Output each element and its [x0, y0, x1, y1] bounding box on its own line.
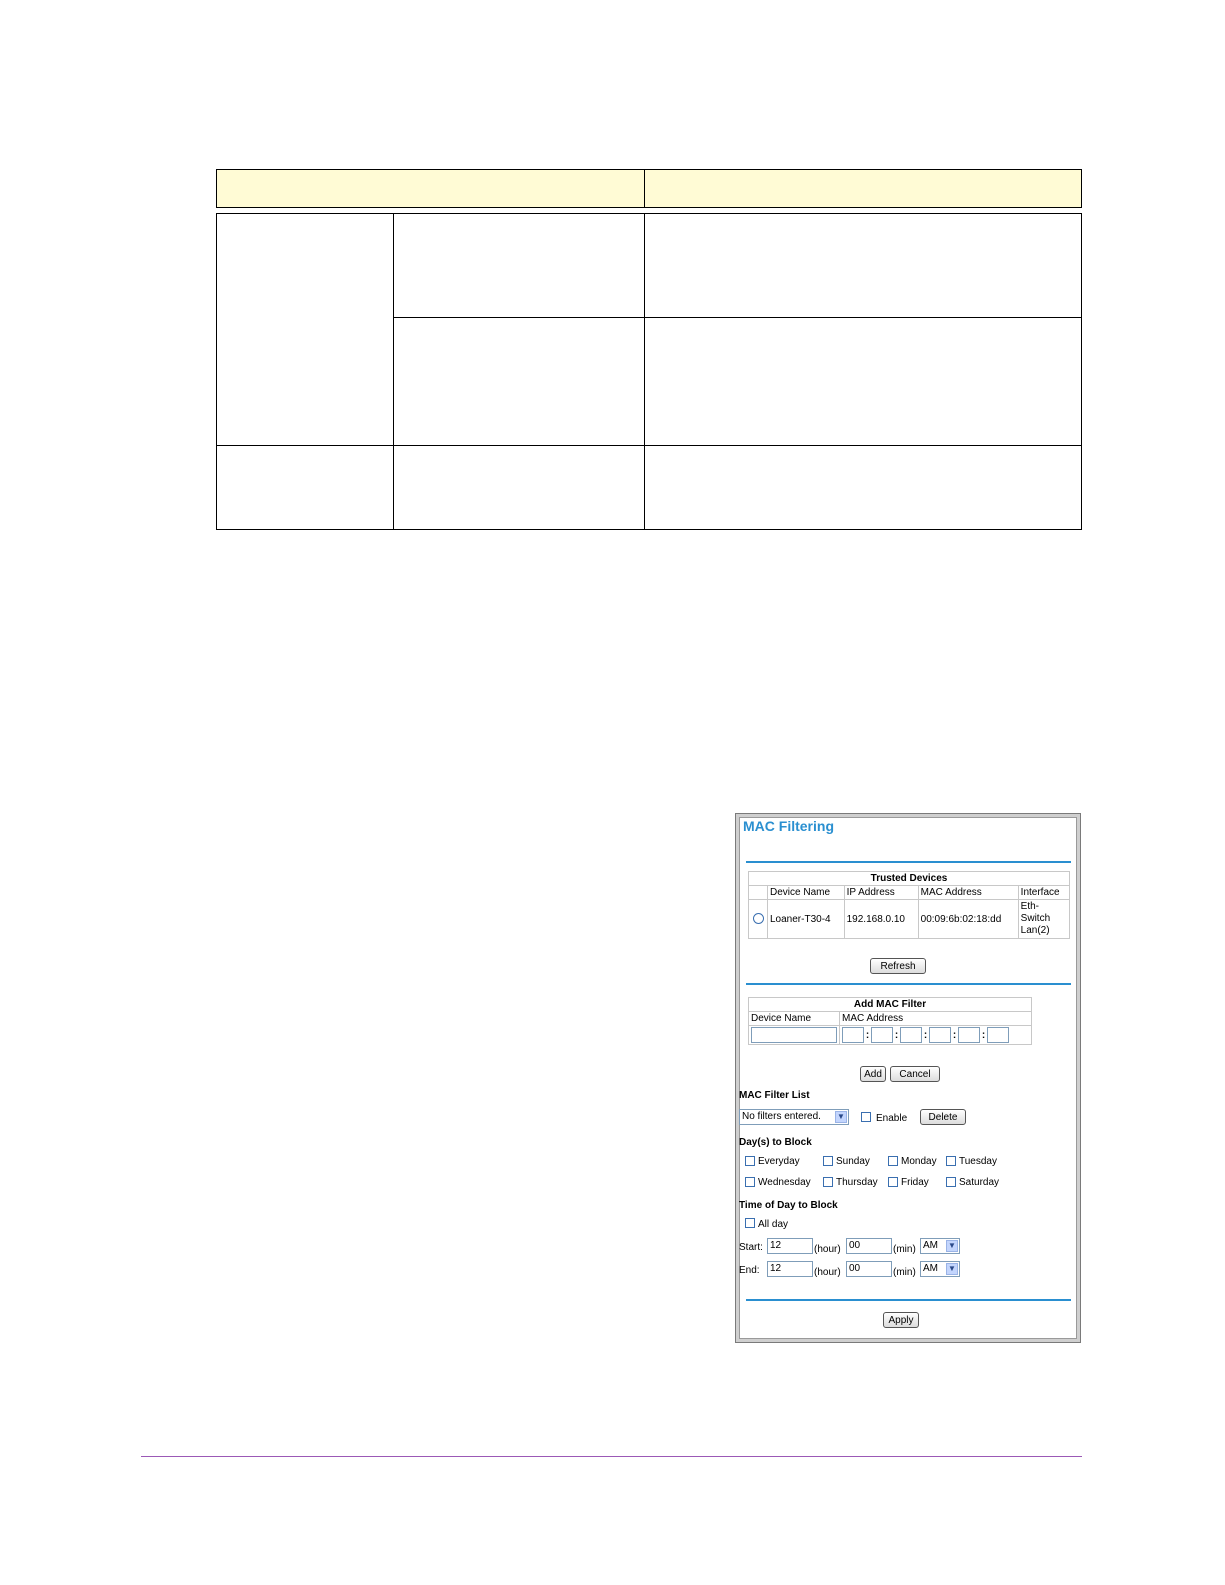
delete-button[interactable]: Delete — [920, 1109, 966, 1125]
enable-checkbox[interactable] — [861, 1112, 871, 1122]
table-cell — [394, 445, 645, 529]
all-day-checkbox[interactable] — [745, 1218, 755, 1228]
sunday-label: Sunday — [836, 1156, 870, 1167]
apply-button[interactable]: Apply — [883, 1312, 919, 1328]
mac-filtering-screenshot — [735, 813, 1081, 1343]
time-of-day-label: Time of Day to Block — [739, 1200, 838, 1211]
column-header: IP Address — [844, 886, 918, 900]
footer-rule — [141, 1456, 1082, 1457]
wednesday-checkbox[interactable] — [745, 1177, 755, 1187]
end-ampm-select[interactable]: AM ▼ — [920, 1261, 960, 1277]
tuesday-checkbox[interactable] — [946, 1156, 956, 1166]
end-hour-input[interactable]: 12 — [767, 1261, 813, 1277]
thursday-label: Thursday — [836, 1177, 878, 1188]
divider — [746, 1299, 1071, 1301]
mac-filter-list-label: MAC Filter List — [739, 1090, 810, 1101]
add-button[interactable]: Add — [860, 1066, 886, 1082]
table-cell — [217, 214, 394, 446]
table-cell — [394, 318, 645, 446]
friday-label: Friday — [901, 1177, 929, 1188]
start-hour-input[interactable]: 12 — [767, 1238, 813, 1254]
saturday-checkbox[interactable] — [946, 1177, 956, 1187]
mac-octet-input[interactable] — [842, 1027, 864, 1043]
interface-cell: Eth- Switch Lan(2) — [1018, 900, 1069, 939]
device-name-cell: Loaner-T30-4 — [768, 900, 845, 939]
table-cell — [645, 445, 1082, 529]
end-label: End: — [739, 1265, 760, 1276]
mac-octet-input[interactable] — [929, 1027, 951, 1043]
page-title: MAC Filtering — [743, 818, 834, 834]
min-unit: (min) — [893, 1244, 916, 1255]
chevron-down-icon: ▼ — [946, 1240, 958, 1252]
cancel-button[interactable]: Cancel — [890, 1066, 940, 1082]
min-unit: (min) — [893, 1267, 916, 1278]
divider — [746, 983, 1071, 985]
table-header-cell — [645, 170, 1082, 208]
mac-octet-input[interactable] — [987, 1027, 1009, 1043]
hour-unit: (hour) — [814, 1244, 841, 1255]
monday-label: Monday — [901, 1156, 937, 1167]
mac-address-cell: 00:09:6b:02:18:dd — [918, 900, 1018, 939]
friday-checkbox[interactable] — [888, 1177, 898, 1187]
everyday-checkbox[interactable] — [745, 1156, 755, 1166]
device-name-input[interactable] — [751, 1027, 837, 1043]
table-cell — [394, 214, 645, 318]
table-caption: Add MAC Filter — [749, 998, 1032, 1012]
mac-filter-list-select[interactable]: No filters entered. ▼ — [739, 1109, 849, 1125]
refresh-button[interactable]: Refresh — [870, 958, 926, 974]
end-min-input[interactable]: 00 — [846, 1261, 892, 1277]
start-min-input[interactable]: 00 — [846, 1238, 892, 1254]
chevron-down-icon: ▼ — [835, 1111, 847, 1123]
document-table — [216, 169, 1082, 530]
start-ampm-select[interactable]: AM ▼ — [920, 1238, 960, 1254]
table-row — [749, 900, 1070, 939]
column-header: Device Name — [768, 886, 845, 900]
monday-checkbox[interactable] — [888, 1156, 898, 1166]
saturday-label: Saturday — [959, 1177, 1000, 1188]
everyday-label: Everyday — [758, 1156, 800, 1167]
chevron-down-icon: ▼ — [946, 1263, 958, 1275]
table-cell — [645, 214, 1082, 318]
device-select-radio[interactable] — [753, 913, 764, 924]
column-header: MAC Address — [840, 1012, 1032, 1026]
column-header: Device Name — [749, 1012, 840, 1026]
table-caption: Trusted Devices — [749, 872, 1070, 886]
start-label: Start: — [739, 1242, 763, 1253]
divider — [746, 861, 1071, 863]
table-header-cell — [217, 170, 645, 208]
mac-octet-input[interactable] — [900, 1027, 922, 1043]
mac-octet-input[interactable] — [958, 1027, 980, 1043]
column-header: MAC Address — [918, 886, 1018, 900]
table-cell — [645, 318, 1082, 446]
hour-unit: (hour) — [814, 1267, 841, 1278]
days-to-block-label: Day(s) to Block — [739, 1137, 812, 1148]
sunday-checkbox[interactable] — [823, 1156, 833, 1166]
enable-label: Enable — [876, 1113, 908, 1124]
wednesday-label: Wednesday — [758, 1177, 811, 1188]
mac-octet-input[interactable] — [871, 1027, 893, 1043]
tuesday-label: Tuesday — [959, 1156, 997, 1167]
all-day-label: All day — [758, 1219, 789, 1230]
table-cell — [217, 445, 394, 529]
column-header: Interface — [1018, 886, 1069, 900]
add-mac-filter-table: Add MAC Filter Device Name MAC Address : : : : : — [748, 997, 1032, 1045]
ip-address-cell: 192.168.0.10 — [844, 900, 918, 939]
thursday-checkbox[interactable] — [823, 1177, 833, 1187]
trusted-devices-table — [748, 871, 1070, 939]
